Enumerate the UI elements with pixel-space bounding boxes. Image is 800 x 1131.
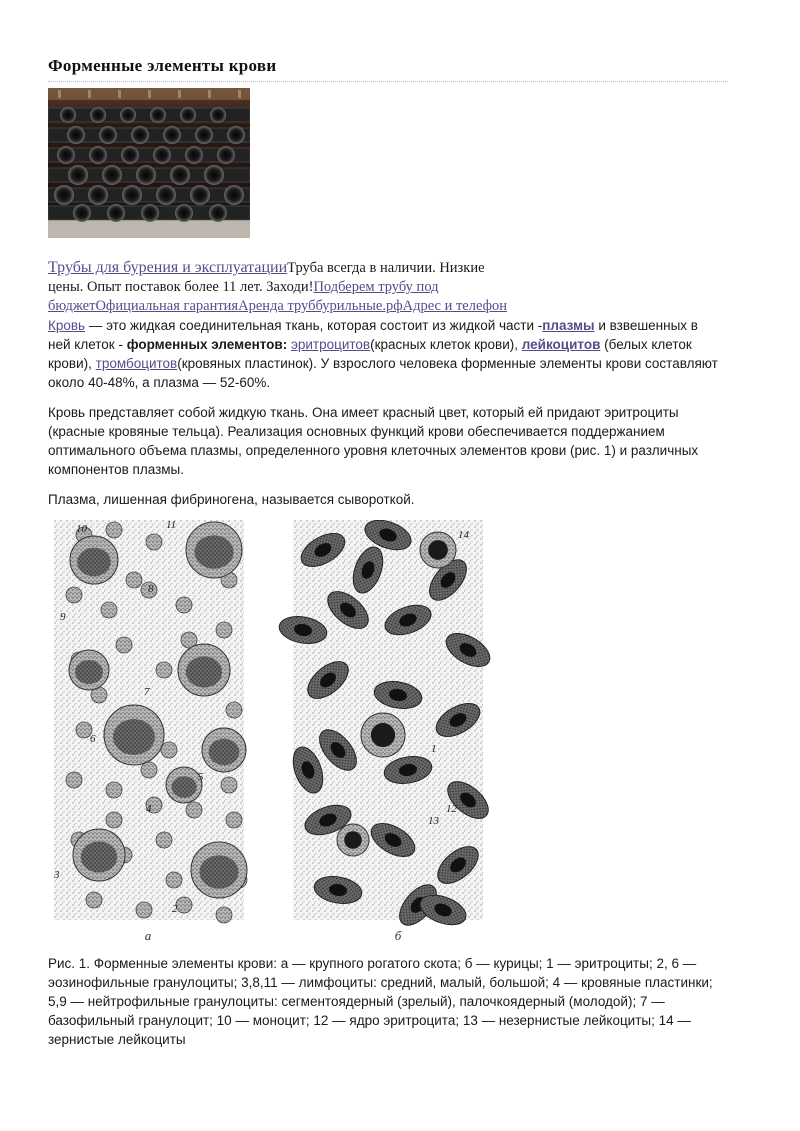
ad-title-link[interactable]: Трубы для бурения и эксплуатации bbox=[48, 259, 288, 276]
ad-link-budget[interactable]: Подберем трубу под бюджет bbox=[48, 279, 439, 314]
ad-link-guarantee[interactable]: Официальная гарантия bbox=[95, 298, 239, 314]
cell-label: 11 bbox=[166, 520, 177, 531]
figure-caption: Рис. 1. Форменные элементы крови: а — крупного рогатого скота; б — курицы; 1 — эритроциты; 2, 6 — эозинофильные гранулоциты; 3,8,11 — лимфоциты: средний, малый, большой; 4 — кровяные пластинки; 5,9 — нейтрофильные гранулоциты: сегментоядерный (зрелый), палочкоядерный (молодой); 7 — базофильный гранулоцит; 10 — моноцит; 12 — ядро эритроцита; 13 — незернистые лейкоциты; 14 — зернистые лейкоциты bbox=[48, 956, 713, 1047]
text: (белых клеток крови), bbox=[48, 337, 692, 371]
link-thrombocytes[interactable]: тромбоцитов bbox=[95, 356, 178, 371]
paragraph-intro bbox=[48, 316, 720, 392]
cell-label: 7 bbox=[144, 686, 150, 698]
cell-label: 10 bbox=[76, 523, 87, 535]
figure-blood-cells bbox=[48, 520, 728, 950]
ad-text: Труба всегда в наличии. Низкие цены. Опыт поставок более 11 лет. Заходи! bbox=[48, 260, 485, 295]
cell-label: 3 bbox=[54, 869, 60, 881]
link-blood[interactable]: Кровь bbox=[48, 318, 86, 333]
micrograph-chicken bbox=[277, 520, 495, 932]
paragraph-serum: Плазма, лишенная фибриногена, называется сывороткой. bbox=[48, 492, 415, 507]
ad-image-pipes[interactable] bbox=[48, 88, 250, 238]
panel-label-b: б bbox=[394, 928, 402, 943]
text: и взвешенных в ней клеток - bbox=[48, 318, 698, 352]
cell-label: 2 bbox=[172, 903, 178, 915]
link-leukocytes[interactable]: лейкоцитов bbox=[521, 337, 601, 352]
paragraph-blood: Кровь представляет собой жидкую ткань. Она имеет красный цвет, который ей придают эритроциты (красные кровяные тельца). Реализация основных функций крови обеспечивается поддержанием оптимального объема плазмы, определенного уровня клеточных элементов крови (рис. 1) и различных компонентов плазмы. bbox=[48, 405, 699, 477]
ad-link-address[interactable]: Адрес и телефон bbox=[402, 298, 507, 314]
article bbox=[48, 56, 728, 1049]
bold-text: форменных элементов: bbox=[126, 337, 288, 352]
page-title: Форменные элементы крови bbox=[48, 56, 728, 82]
text: (красных клеток крови), bbox=[370, 337, 522, 352]
panel-label-a: а bbox=[144, 928, 152, 943]
text: (кровяных пластинок). У взрослого человека форменные элементы крови составляют около 40-48%, а плазма — 52-60%. bbox=[48, 356, 718, 390]
cell-label: 13 bbox=[428, 815, 439, 827]
ad-block bbox=[48, 258, 508, 316]
ad-link-rent[interactable]: Аренда труббурильные.рф bbox=[238, 298, 403, 314]
cell-label: 8 bbox=[148, 583, 154, 595]
link-erythrocytes[interactable]: эритроцитов bbox=[290, 337, 371, 352]
cell-label: 5 bbox=[198, 771, 204, 783]
link-plasma[interactable]: плазмы bbox=[542, 318, 595, 333]
cell-label: 12 bbox=[446, 803, 457, 815]
cell-label: 4 bbox=[146, 803, 152, 815]
cell-label: 9 bbox=[60, 611, 66, 623]
text: — это жидкая соединительная ткань, которая состоит из жидкой части - bbox=[85, 318, 543, 333]
cell-label: 1 bbox=[431, 743, 437, 755]
cell-label: 14 bbox=[458, 529, 469, 541]
cell-label: 6 bbox=[90, 733, 96, 745]
micrograph-cattle bbox=[54, 520, 247, 923]
figure-illustration bbox=[48, 520, 728, 950]
